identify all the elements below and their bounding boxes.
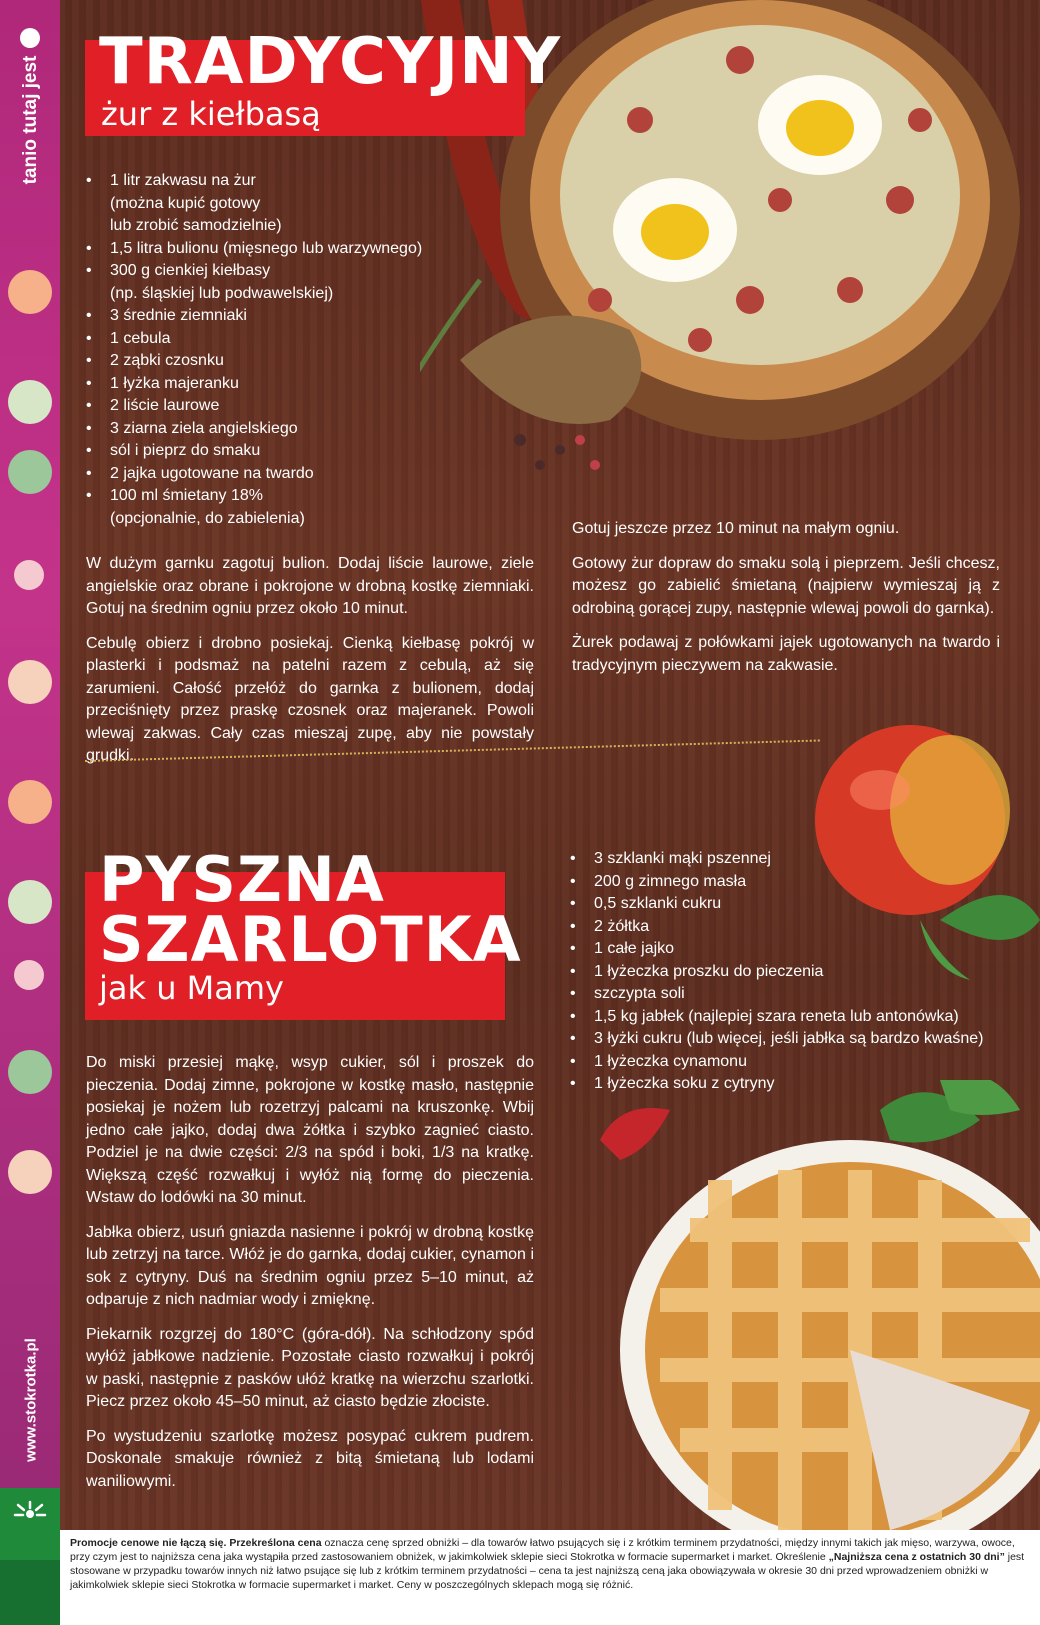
ingredient-item: • 2 liście laurowe — [86, 395, 446, 418]
apple-pie-photo — [560, 1080, 1040, 1530]
website-url[interactable]: www.stokrotka.pl — [22, 1338, 40, 1462]
ingredient-item: • 1 całe jajko — [570, 938, 990, 961]
recipe1-step: Żurek podawaj z połówkami jajek ugotowanych na twardo i tradycyjnym pieczywem na zakwasie. — [572, 634, 1000, 674]
recipe2-title-box — [85, 843, 522, 1020]
ingredient-item: • 300 g cienkiej kiełbasy (np. śląskiej lub podwawelskiej) — [86, 260, 446, 305]
recipe1-step: Gotowy żur dopraw do smaku solą i pieprzem. Jeśli chcesz, możesz go zabielić śmietaną (najpierw wymieszaj ją z odrobiną gorącej zupy, następnie wlewaj powoli do garnka). — [572, 554, 1000, 617]
recipe1-step: W dużym garnku zagotuj bulion. Dodaj liście laurowe, ziele angielskie oraz obrane i pokrojone w drobną kostkę ziemniaki. Gotuj na średnim ogniu przez około 10 minut. — [86, 555, 534, 617]
daisy-logo-icon — [12, 1500, 48, 1524]
ingredient-item: • 0,5 szklanki cukru — [570, 893, 990, 916]
ingredient-item: • 1 łyżeczka cynamonu — [570, 1051, 990, 1074]
flower-icon — [14, 560, 44, 590]
legal-bold-1: Promocje cenowe nie łączą się. — [70, 1537, 227, 1549]
recipe1-ingredients-list — [86, 170, 446, 530]
easter-egg-icon — [8, 780, 52, 824]
easter-egg-icon — [8, 270, 52, 314]
recipe1-title: TRADYCYJNY — [99, 25, 562, 99]
legal-footer — [60, 1530, 1040, 1625]
ingredient-item: • 1 łyżka majeranku — [86, 373, 446, 396]
ingredient-item: • 3 szklanki mąki pszennej — [570, 848, 990, 871]
ingredient-item: • 2 ząbki czosnku — [86, 350, 446, 373]
legal-bold-2: Przekreślona cena — [229, 1537, 322, 1549]
ingredient-item: • 3 ziarna ziela angielskiego — [86, 418, 446, 441]
recipe1-steps-right — [572, 518, 1000, 689]
ingredient-item: • 2 jajka ugotowane na twardo — [86, 463, 446, 486]
legal-bold-3: „Najniższa cena z ostatnich 30 dni” — [828, 1551, 1005, 1563]
ingredient-item: • 100 ml śmietany 18% (opcjonalnie, do zabielenia) — [86, 485, 446, 530]
ingredient-item: • 1 litr zakwasu na żur (można kupić gotowy lub zrobić samodzielnie) — [86, 170, 446, 238]
recipe2-title-line1: PYSZNA — [99, 843, 385, 916]
legal-text — [60, 1530, 1040, 1592]
ingredient-item: • 3 łyżki cukru (lub więcej, jeśli jabłka są bardzo kwaśne) — [570, 1028, 990, 1051]
recipe2-step: Piekarnik rozgrzej do 180°C (góra-dół). Na schłodzony spód wyłóż jabłkowe nadzienie. Pozostałe ciasto rozwałkuj i pokrój w paski, następnie z pasków ułóż kratkę na wierzchu szarlotki. Piecz przez około 45–50 minut, aż ciasto będzie złociste. — [86, 1325, 534, 1410]
easter-egg-icon — [8, 1050, 52, 1094]
recipe1-title-box — [85, 25, 562, 136]
recipe2-step: Jabłka obierz, usuń gniazda nasienne i pokrój w drobną kostkę lub zetrzyj na tarce. Włóż je do garnka, dodaj cukier, cynamon i sok z cytryny. Duś na średnim ogniu przez 5–10 minut, aż odparuje z nich nadmiar wody i zmięknę. — [86, 1223, 534, 1308]
ingredient-item: • 1 cebula — [86, 328, 446, 351]
recipe2-subtitle: jak u Mamy — [99, 969, 284, 1007]
easter-egg-icon — [8, 450, 52, 494]
ingredient-item: • szczypta soli — [570, 983, 990, 1006]
ingredient-item: • 200 g zimnego masła — [570, 871, 990, 894]
recipe1-subtitle: żur z kiełbasą — [101, 95, 321, 133]
recipe2-step: Do miski przesiej mąkę, wsyp cukier, sól i proszek do pieczenia. Dodaj zimne, pokrojone w kostkę masło, następnie posiekaj je nożem lub rozetrzyj palcami na kruszonkę. Wbij jedno całe jajko, dodaj dwa żółtka i szybko zagnieć ciasto. Podziel je na dwie części: 2/3 na spód i boki, 1/3 na kratkę. Większą część rozwałkuj i wyłóż nią formę do pieczenia. Wstaw do lodówki na 30 minut. — [86, 1054, 534, 1206]
bunny-icon — [8, 880, 52, 924]
legal-text-2: jest stosowane w przypadku towarów innych niż łatwo psujące się lub z krótkim terminem przydatności – cena ta jest najniższą ceną jaka obowiązywała w okresie 30 dni przed wprowadzeniem obniżki w jakimkolwiek sklepie sieci Stokrotka w formacie supermarket i market. Ceny w poszczególnych sklepach mogą się różnić. — [70, 1551, 1025, 1591]
recipe2-title-line2: SZARLOTKA — [99, 903, 522, 976]
flower-icon — [14, 960, 44, 990]
recipe2-steps — [86, 1052, 534, 1505]
sidebar-slogan: tanio tutaj jest — [20, 55, 41, 185]
recipe2-step: Po wystudzeniu szarlotkę możesz posypać cukrem pudrem. Doskonale smakuje również z bitą śmietaną lub lodami waniliowymi. — [86, 1427, 534, 1490]
sidebar-strip — [0, 0, 60, 1488]
ingredient-item: • 1,5 litra bulionu (mięsnego lub warzywnego) — [86, 238, 446, 261]
ingredient-item: • 1,5 kg jabłek (najlepiej szara reneta lub antonówka) — [570, 1006, 990, 1029]
ingredient-item: • 2 żółtka — [570, 916, 990, 939]
recipe1-step: Gotuj jeszcze przez 10 minut na małym ogniu. — [572, 520, 900, 537]
flower-icon — [8, 660, 52, 704]
ingredient-item: • sól i pieprz do smaku — [86, 440, 446, 463]
flower-icon — [8, 1150, 52, 1194]
ingredient-item: • 3 średnie ziemniaki — [86, 305, 446, 328]
ingredient-item: • 1 łyżeczka soku z cytryny — [570, 1073, 990, 1096]
ingredient-item: • 1 łyżeczka proszku do pieczenia — [570, 961, 990, 984]
bunny-icon — [8, 380, 52, 424]
legal-text-1: oznacza cenę sprzed obniżki – dla towarów łatwo psujących się i z krótkim terminem przydatności, między innymi takich jak mięso, warzywa, owoce, przy czym jest to najniższa cena jaka wystąpiła przed zastosowaniem obniżek, w jakimkolwiek sklepie sieci Stokrotka w formacie supermarket i market. Określenie — [70, 1537, 1015, 1563]
recipe2-ingredients-list — [570, 848, 990, 1096]
recipe1-step: Cebulę obierz i drobno posiekaj. Cienką kiełbasę pokrój w plasterki i podsmaż na patelni razem z cebulą, aż się zarumieni. Całość przełóż do garnka z bulionem, dodaj przeciśnięty przez praskę czosnek oraz majeranek. Powoli wlewaj zakwas. Cały czas mieszaj zupę, aby nie powstały grudki. — [86, 634, 534, 764]
slogan-dot-icon — [20, 28, 40, 48]
recipe1-steps-left — [86, 553, 534, 780]
brand-green-block-dark — [0, 1560, 60, 1625]
